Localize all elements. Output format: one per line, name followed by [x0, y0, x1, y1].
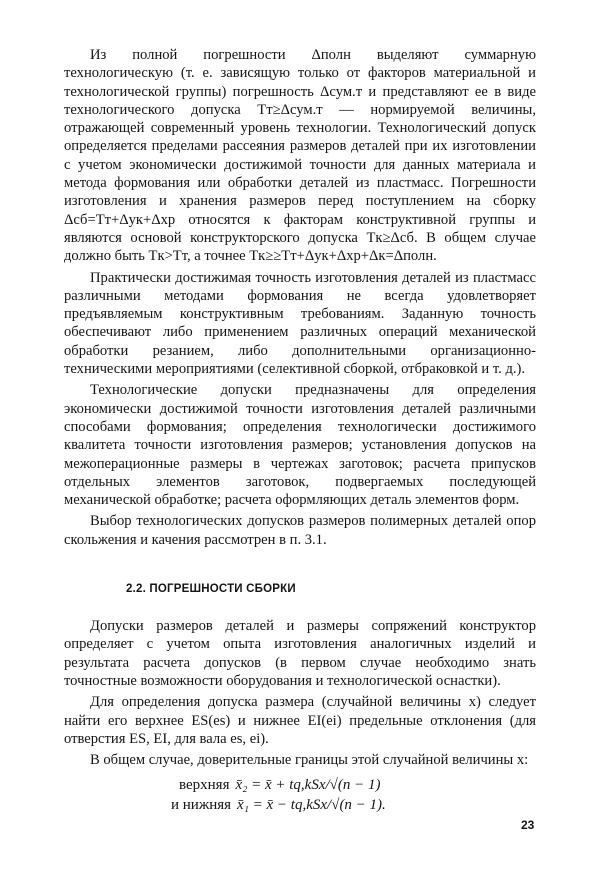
paragraph: Для определения допуска размера (случайной величины x) следует найти его верхнее ES(es) и нижнее EI(ei) предельные отклонения (для отверстия ES, EI, для вала es, ei).: [64, 694, 536, 747]
paragraph: Практически достижимая точность изготовления деталей из пластмасс различными методами формования не всегда удовлетворяет предъявляемым конструктивным требованиям. Заданную точность обеспечивают либо применением различных операций механической обработки резанием, либо дополнительными организационно-техническими мероприятиями (селективной сборкой, отбраковкой и т. д.).: [64, 269, 536, 378]
section-title: 2.2. ПОГРЕШНОСТИ СБОРКИ: [126, 583, 296, 596]
paragraph: В общем случае, доверительные границы этой случайной величины x:: [90, 752, 529, 769]
paragraph: Выбор технологических допусков размеров полимерных деталей опор скольжения и качения рассмотрен в п. 3.1.: [64, 513, 536, 548]
formula-label: и нижняя: [171, 797, 232, 814]
formula-upper-bound: [64, 775, 536, 795]
page-body: [64, 46, 536, 815]
paragraph: Из полной погрешности Δполн выделяют суммарную технологическую (т. е. зависящую только от факторов материальной и технологической группы) погрешность Δсум.т и представляют ее в виде технологического допуска Tт≥Δсум.т — нормируемой величины, отражающей современный уровень технологии. Технологический допуск определяется пределами рассеяния размеров деталей при их изготовлении с учетом экономически достижимой точности для данных материала и метода формования или обработки деталей из пластмасс. Погрешности изготовления и хранения размеров перед поступлением на сборку Δсб=Tт+Δук+Δхр относятся к факторам конструктивной группы и являются основой конструкторского допуска Tк≥Δсб. В общем случае должно быть Tк>Tт, а точнее Tк≥≥Tт+Δук+Δхр+Δк=Δполн.: [64, 47, 536, 265]
page-number: 23: [521, 818, 535, 832]
formula-block: [64, 775, 536, 815]
formula-expression: x̄₂ = x̄ + tq,kSx/√(n − 1): [235, 777, 381, 794]
formula-label: верхняя: [179, 777, 230, 794]
paragraph: Допуски размеров деталей и размеры сопряжений конструктор определяет с учетом опыта изготовления аналогичных изделий и результата расчета допусков (в первом случае необходимо знать точностные возможности оборудования и технологической оснастки).: [64, 618, 536, 689]
formula-expression: x̄₁ = x̄ − tq,kSx/√(n − 1).: [237, 797, 386, 814]
formula-lower-bound: [64, 795, 536, 815]
paragraph: Технологические допуски предназначены для определения экономически достижимой точности изготовления деталей различными способами формования; определения технологически достижимого квалитета точности изготовления размеров; установления допусков на межоперационные размеры в чертежах заготовок; расчета припусков отдельных элементов заготовок, подвергаемых последующей механической обработке; расчета оформляющих деталь элементов форм.: [64, 382, 536, 509]
